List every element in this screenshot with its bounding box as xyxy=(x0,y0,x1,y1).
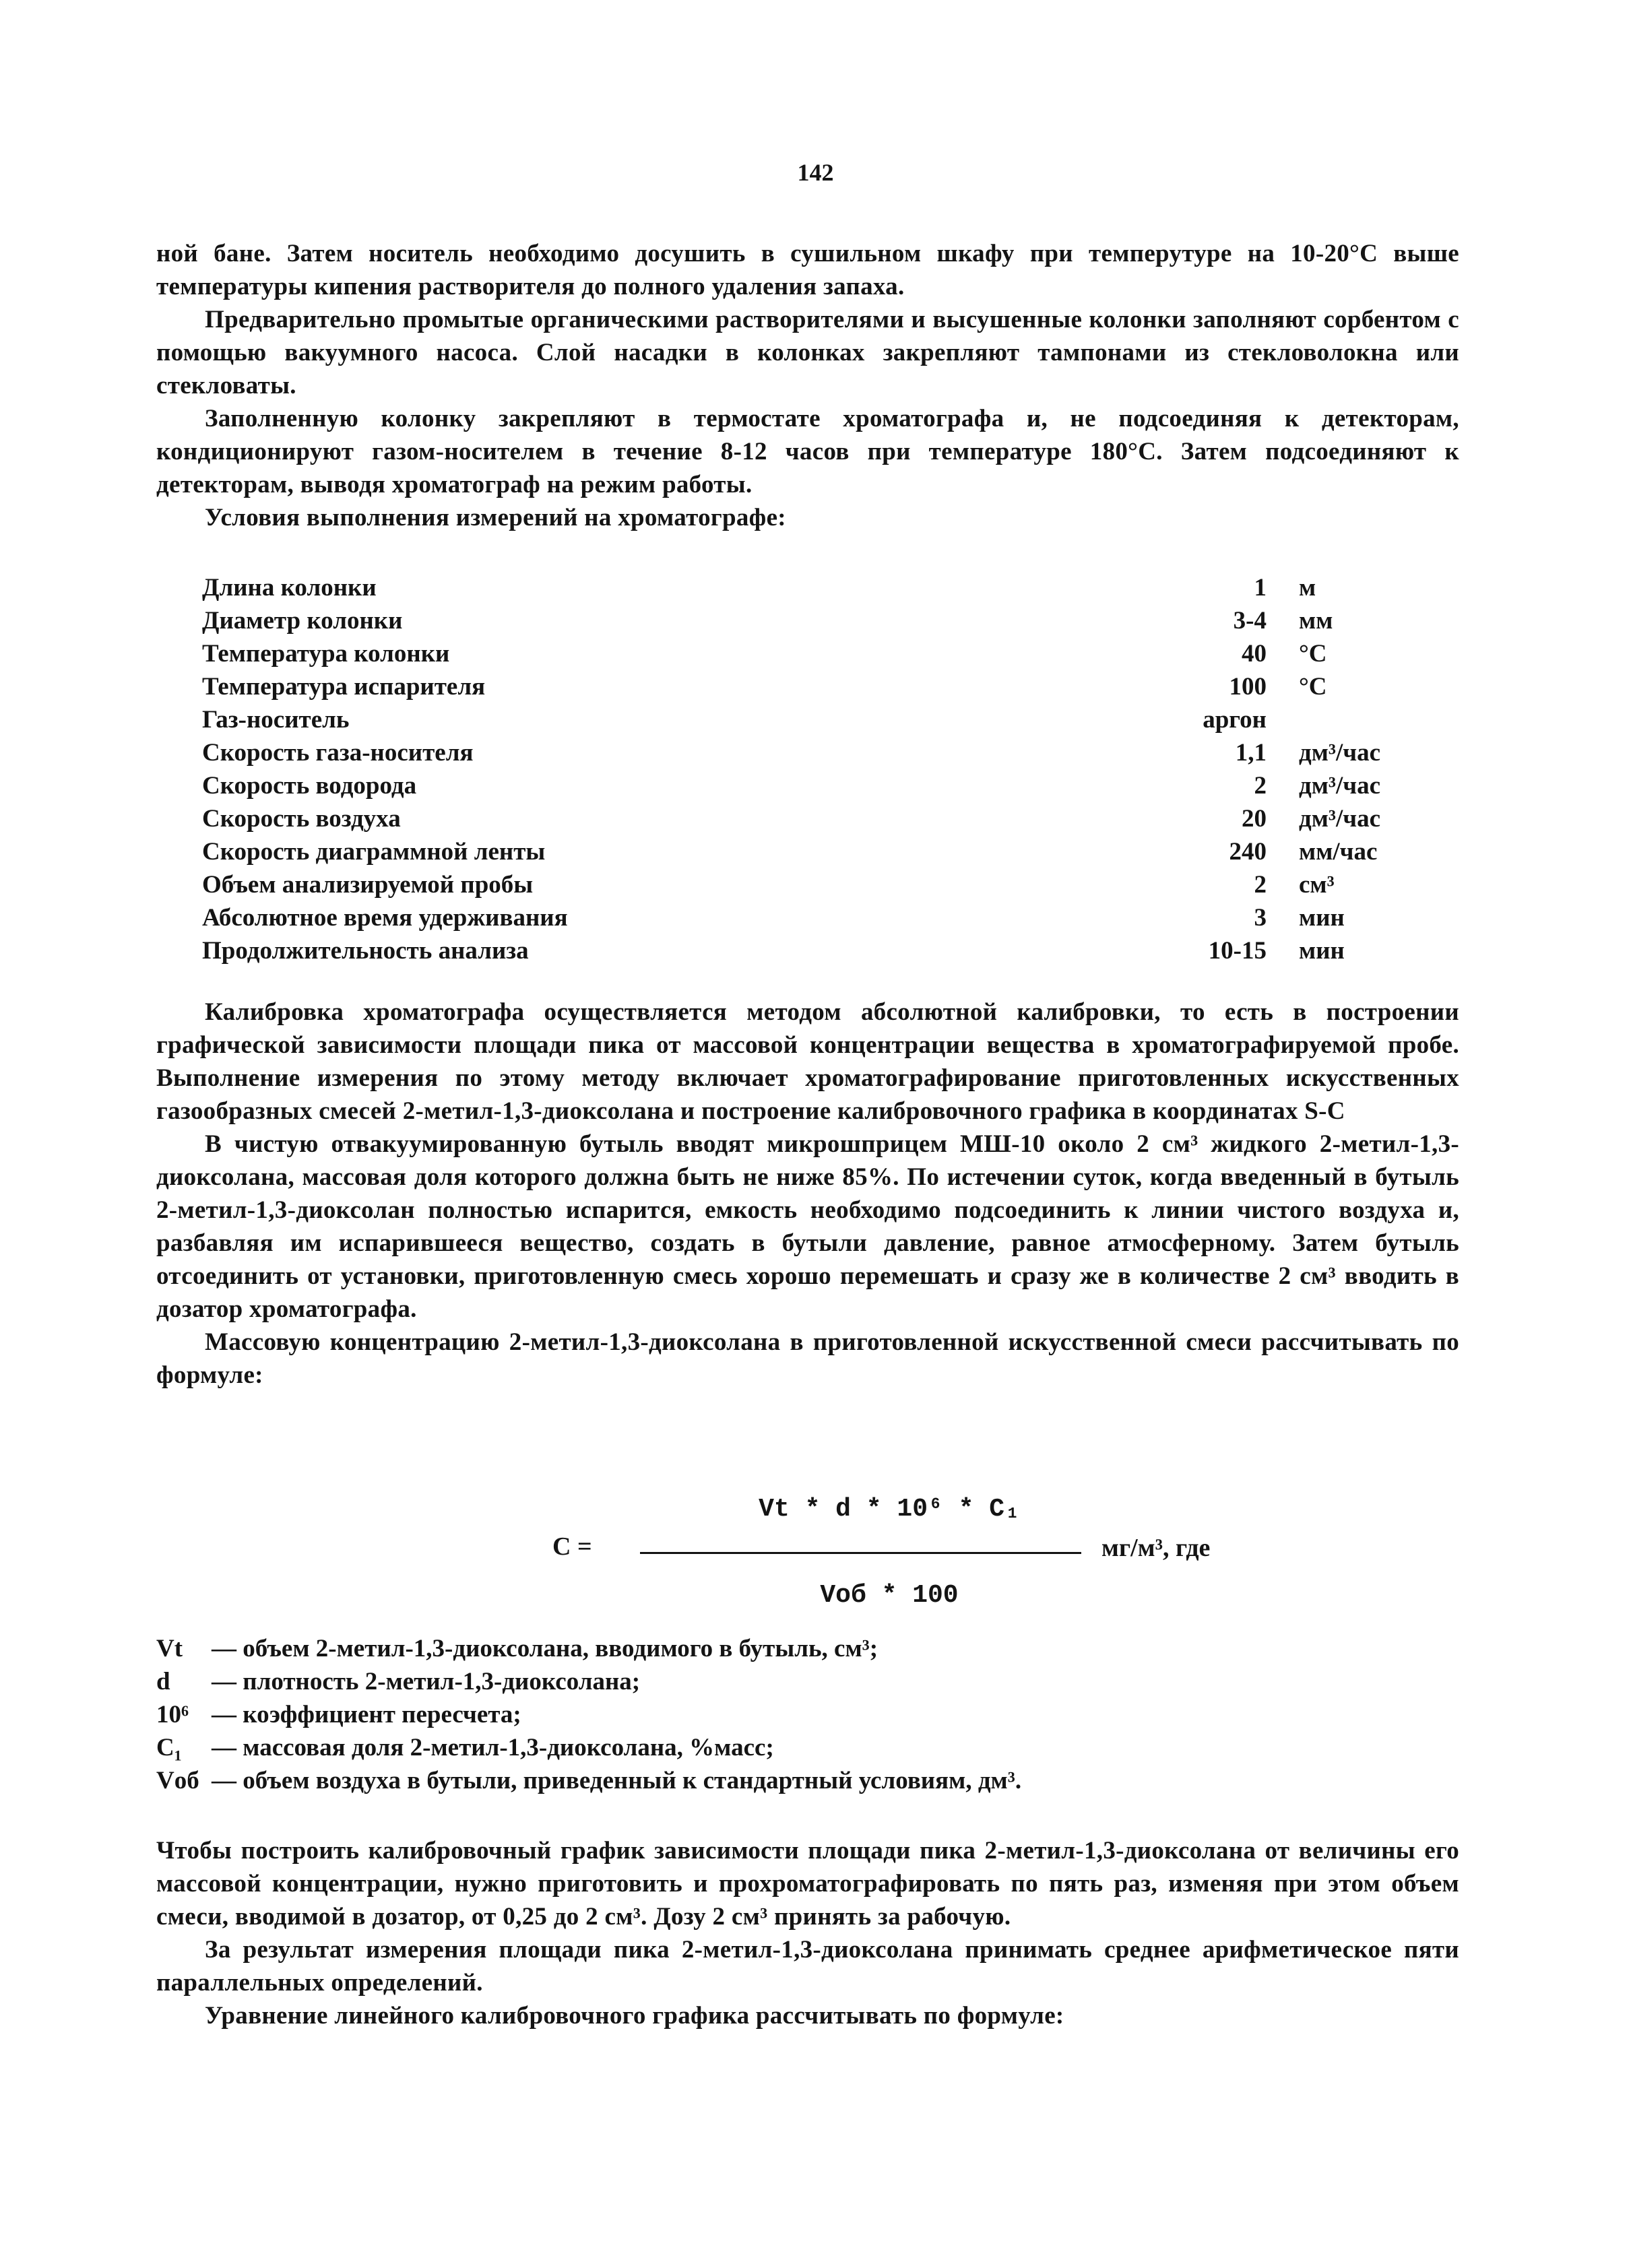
formula-numerator: Vt * d * 10⁶ * C₁ xyxy=(759,1495,1020,1524)
condition-unit: °С xyxy=(1299,673,1327,701)
paragraph: Уравнение линейного калибровочного графика рассчитывать по формуле: xyxy=(205,2002,1064,2030)
paragraph: В чистую отвакуумированную бутыль вводят микрошприцем МШ-10 около 2 см³ жидкого 2-метил-1,3-диоксолана, массовая доля которого должна быть не ниже 85%. По истечении суток, когда введенный в бутыль 2-метил-1,3-диоксолан полностью испарится, емкость необходимо подсоединить к линии чистого воздуха и, разбавляя им испарившееся вещество, создать в бутыли давление, равное атмосферному. Затем бутыль отсоединить от установки, приготовленную смесь хорошо перемешать и сразу же в количестве 2 см³ вводить в дозатор хроматографа. xyxy=(156,1130,1459,1323)
condition-label: Скорость водорода xyxy=(202,772,417,800)
condition-label: Диаметр колонки xyxy=(202,607,403,635)
legend-row xyxy=(156,1764,1369,1797)
condition-label: Газ-носитель xyxy=(202,706,350,734)
condition-row xyxy=(202,637,1327,670)
condition-value: 3 xyxy=(1254,904,1267,932)
condition-unit: мин xyxy=(1299,904,1345,932)
condition-unit: дм³/час xyxy=(1299,739,1381,767)
formula-lhs: С = xyxy=(552,1532,592,1561)
condition-label: Температура испарителя xyxy=(202,673,486,701)
condition-unit: дм³/час xyxy=(1299,772,1381,800)
condition-unit: мин xyxy=(1299,937,1345,965)
top-text-block xyxy=(156,237,1459,534)
condition-unit: °С xyxy=(1299,640,1327,668)
paragraph: Предварительно промытые органическими растворителями и высушенные колонки заполняют сорбентом с помощью вакуумного насоса. Слой насадки в колонках закрепляют тампонами из стекловолокна или стекловаты. xyxy=(156,306,1459,399)
paragraph: Заполненную колонку закрепляют в термостате хроматографа и, не подсоединяя к детекторам, кондиционируют газом-носителем в течение 8-12 часов при температуре 180°С. Затем подсоединяют к детекторам, выводя хроматограф на режим работы. xyxy=(156,405,1459,498)
legend-symbol: 10⁶ xyxy=(156,1701,189,1728)
condition-row xyxy=(202,670,1327,703)
concentration-formula xyxy=(552,1482,1226,1617)
paragraph: Калибровка хроматографа осуществляется методом абсолютной калибровки, то есть в построении графической зависимости площади пика от массовой концентрации вещества в хроматографируемой пробе. Выполнение измерения по этому методу включает хроматографирование приготовленных искусственных газообразных смесей 2-метил-1,3-диоксолана и построение калибровочного графика в координатах S-C xyxy=(156,998,1459,1125)
legend-symbol: Vоб xyxy=(156,1767,199,1794)
legend-description: — коэффициент пересчета; xyxy=(212,1701,521,1728)
condition-label: Скорость воздуха xyxy=(202,805,401,833)
paragraph: Массовую концентрацию 2-метил-1,3-диоксолана в приготовленной искусственной смеси рассчитывать по формуле: xyxy=(156,1328,1459,1389)
condition-row xyxy=(202,736,1381,769)
paragraph: Чтобы построить калибровочный график зависимости площади пика 2-метил-1,3-диоксолана от величины его массовой концентрации, нужно приготовить и прохроматографировать по пять раз, изменяя при этом объем смеси, вводимой в дозатор, от 0,25 до 2 см³. Дозу 2 см³ принять за рабочую. xyxy=(156,1837,1459,1931)
legend-symbol: Vt xyxy=(156,1635,183,1662)
condition-row xyxy=(202,571,1316,604)
paragraph: За результат измерения площади пика 2-метил-1,3-диоксолана принимать среднее арифметическое пяти параллельных определений. xyxy=(156,1936,1459,1997)
condition-row xyxy=(202,835,1378,868)
condition-label: Скорость диаграммной ленты xyxy=(202,838,546,866)
condition-row xyxy=(202,868,1335,901)
condition-unit: мм/час xyxy=(1299,838,1378,866)
paragraph: ной бане. Затем носитель необходимо досушить в сушильном шкафу при темперутуре на 10-20°С выше температуры кипения растворителя до полного удаления запаха. xyxy=(156,240,1459,300)
condition-value: 240 xyxy=(1229,838,1267,866)
condition-label: Длина колонки xyxy=(202,574,377,602)
condition-value: 100 xyxy=(1229,673,1267,701)
condition-label: Температура колонки xyxy=(202,640,450,668)
legend-description: — объем воздуха в бутыли, приведенный к стандартный условиям, дм³. xyxy=(212,1767,1022,1794)
bottom-text-block xyxy=(156,1834,1459,2032)
condition-row xyxy=(202,703,1280,736)
formula-units: мг/м³, где xyxy=(1101,1534,1211,1562)
legend-symbol: C₁ xyxy=(156,1734,182,1761)
condition-row xyxy=(202,901,1345,934)
condition-unit: мм xyxy=(1299,607,1333,635)
legend-row xyxy=(156,1698,1369,1731)
condition-row xyxy=(202,934,1345,967)
page-number: 142 xyxy=(797,159,834,186)
fraction-bar xyxy=(640,1552,1081,1554)
legend-description: — плотность 2-метил-1,3-диоксолана; xyxy=(212,1668,641,1695)
condition-label: Скорость газа-носителя xyxy=(202,739,474,767)
condition-row xyxy=(202,604,1333,637)
condition-label: Объем анализируемой пробы xyxy=(202,871,534,899)
legend-description: — объем 2-метил-1,3-диоксолана, вводимого в бутыль, см³; xyxy=(212,1635,878,1662)
legend-row xyxy=(156,1665,1369,1698)
condition-value: 2 xyxy=(1254,772,1267,800)
legend-row xyxy=(156,1632,1369,1665)
legend-row xyxy=(156,1731,1369,1764)
condition-label: Абсолютное время удерживания xyxy=(202,904,568,932)
legend-description: — массовая доля 2-метил-1,3-диоксолана, %масс; xyxy=(212,1734,774,1761)
condition-unit: м xyxy=(1299,574,1316,602)
condition-value: 2 xyxy=(1254,871,1267,899)
condition-value: 10-15 xyxy=(1208,937,1267,965)
condition-value: 20 xyxy=(1242,805,1267,833)
condition-label: Продолжительность анализа xyxy=(202,937,529,965)
condition-value: аргон xyxy=(1203,706,1267,734)
condition-value: 1 xyxy=(1254,574,1267,602)
formula-legend xyxy=(156,1632,1369,1797)
paragraph: Условия выполнения измерений на хроматографе: xyxy=(205,504,786,531)
legend-symbol: d xyxy=(156,1668,170,1695)
measurement-conditions-list xyxy=(202,571,1381,967)
formula-denominator: Vоб * 100 xyxy=(820,1581,959,1610)
condition-value: 40 xyxy=(1242,640,1267,668)
middle-text-block xyxy=(156,996,1459,1392)
condition-value: 1,1 xyxy=(1235,739,1267,767)
condition-unit: см³ xyxy=(1299,871,1335,899)
condition-unit: дм³/час xyxy=(1299,805,1381,833)
condition-value: 3-4 xyxy=(1233,607,1267,635)
condition-row xyxy=(202,802,1381,835)
condition-row xyxy=(202,769,1381,802)
